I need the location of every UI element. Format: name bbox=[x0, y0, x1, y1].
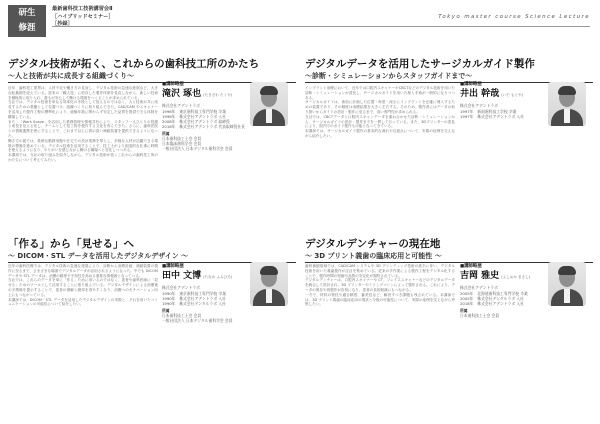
career-row: 1997年 新潟歯科技工学校 卒業 bbox=[460, 109, 517, 114]
career-row: 1990年 株式会社アデントラボ 入社 bbox=[162, 296, 226, 301]
photo-hair bbox=[260, 86, 278, 95]
speaker-org: 株式会社アデントラボ bbox=[162, 285, 200, 290]
speaker-kana: (たなか ふみひろ) bbox=[203, 275, 233, 279]
header-line: 最新歯科技工技術講習会Ⅱ bbox=[52, 6, 113, 12]
body-paragraph: 当社では、これらのデータを単に「作る」ために用いるのではなく、患者や歯科医師に「見せる」ためのツールとして活用することに取り組んでいる。デジタルデザインによる治療後の予測像を提示することで、患者の理解と納得を得やすくなり、治療へのモチベーション向上にもつながっている。 bbox=[8, 278, 158, 297]
header-line: ［ハイブリッドセミナー］ bbox=[52, 13, 114, 20]
profile-label: ■講師略歴 bbox=[162, 82, 184, 87]
body-paragraph: 当社では、CBCTデータと口腔内スキャンデータを重ね合わせた診断・シミュレーションから、サージカルガイドの設計・製作までを一貫して行っている。また、3Dプリンターの普及により、院内でのガイド製作も可能となってきている。 bbox=[305, 114, 455, 129]
photo-hair bbox=[260, 266, 278, 275]
speaker-name-text: 井出 幹哉 bbox=[460, 89, 500, 99]
career-row: 1990年 株式会社デンタルラボ 入社 bbox=[162, 301, 226, 306]
career-row: 2005年 株式会社デンタルラボ 入社 bbox=[460, 296, 524, 301]
body-paragraph: デジタルデンチャーは、口腔内スキャナーや CT、フェイススキャナーなどのデジタルデータを統合して設計され、3D プリンターやミリングマシンによって製作される。これにより、データの保存や再製作が容易になり、患者の負担軽減にもつながる。 bbox=[305, 278, 455, 292]
career-row: 2005年 北海道歯科技工専門学校 卒業 bbox=[460, 291, 528, 296]
section-body bbox=[305, 264, 455, 420]
photo-hair bbox=[558, 86, 576, 95]
affiliation-row: 日本歯科技工士会 会員 bbox=[162, 313, 202, 318]
speaker-name-text: 吉岡 雅史 bbox=[460, 271, 500, 281]
section-subtitle: 〜 DICOM・STL データを活用したデジタルデザイン 〜 bbox=[8, 252, 189, 260]
header-rule bbox=[52, 26, 590, 27]
body-paragraph: また、「Work Scape」を活用した業務管理や情報共有により、スタッフ一人ひとりの役割と成長を見える化し、チームとして技工物を製作する文化を育んできた。さらに、歯科医院との情報連携を密にすることで、これまで以上に質の高い補綴装置を提供できるようになった。 bbox=[8, 119, 158, 138]
speaker-photo bbox=[548, 82, 586, 126]
body-paragraph: サージカルガイドは、術前に計画した位置・角度・深さにインプラントを正確に埋入するための装置であり、その精度は治療結果を大きく左右する。そのため、製作者にはデータの取り扱いからガイドの設計・製作に至るまで、高い専門性が求められる。 bbox=[305, 100, 455, 114]
career-row: 1997年 株式会社アデントラボ 入社 bbox=[460, 114, 524, 119]
section-title: デジタルデンチャーの現在地 bbox=[305, 238, 441, 250]
body-paragraph: 本講演では、当社の取り組みを紹介しながら、デジタル技術が拓くこれからの歯科技工所のかたちについて考えてみたい。 bbox=[8, 153, 158, 162]
section-subtitle: 〜人と技術が共に成長する組織づくり〜 bbox=[8, 72, 134, 80]
body-paragraph: 本講演では、サージカルガイド製作の基本的な流れや注意点について、実際の症例を交えながら紹介したい。 bbox=[305, 129, 455, 138]
photo-shirt bbox=[564, 109, 570, 123]
speaker-kana: (いで もとや) bbox=[501, 93, 524, 97]
body-paragraph: 働き方の面では、柔軟な勤務形態や在宅での設計業務を導入し、多様な人材が活躍できる環境の整備を進めている。デジタル技術を活用することで、技工士がより創造的な仕事に時間を使えるようになり、やりがいを感じながら働ける職場へと変化しつつある。 bbox=[8, 138, 158, 153]
affiliation-label: 所属 bbox=[162, 308, 170, 313]
affiliation-row: 日本臨床歯科学会 会員 bbox=[162, 141, 202, 146]
section-title: 「作る」から「見せる」へ bbox=[8, 238, 134, 250]
section-title: デジタルデータを活用したサージカルガイド製作 bbox=[305, 58, 535, 70]
affiliation-row: 日本歯科技工士会 会員 bbox=[162, 136, 202, 141]
section-heading bbox=[305, 58, 593, 83]
speaker-name-text: 田中 文博 bbox=[162, 271, 202, 281]
affiliation-label: 所属 bbox=[162, 131, 170, 136]
series-badge bbox=[8, 5, 46, 37]
speaker-photo bbox=[250, 82, 288, 126]
section-subtitle: 〜診断・シミュレーションからスタッフガイドまで〜 bbox=[305, 72, 473, 80]
speaker-org: 株式会社アデントラボ bbox=[460, 285, 498, 290]
career-row: 1996年 東京歯科技工専門学校 卒業 bbox=[162, 109, 227, 114]
speaker-photo bbox=[250, 262, 288, 306]
career-row: 2008年 株式会社アデントラボ 取締役 bbox=[162, 119, 230, 124]
career-row: 2018年 株式会社アデントラボ 入社 bbox=[460, 301, 524, 306]
profile-label: ■講師略歴 bbox=[460, 264, 482, 269]
profile-label: ■講師略歴 bbox=[460, 82, 482, 87]
speaker-kana: (たきざわ たくや) bbox=[203, 93, 233, 97]
photo-hair bbox=[558, 266, 576, 275]
section-body bbox=[305, 86, 455, 210]
badge-line: 研生 bbox=[18, 8, 36, 18]
page-header bbox=[0, 0, 600, 40]
speaker-org: 株式会社アデントラボ bbox=[460, 103, 498, 108]
speaker-photo bbox=[548, 262, 586, 306]
header-line: ［抄録］ bbox=[52, 21, 73, 27]
section-title: デジタル技術が拓く、これからの歯科技工所のかたち bbox=[8, 58, 260, 70]
section-heading bbox=[8, 58, 296, 83]
affiliation-row: 日本歯科技工士会 会員 bbox=[460, 313, 500, 318]
body-paragraph: インプラント治療において、近年では口腔内スキャナーやCBCTなどのデジタル技術を用いた診断・シミュレーションが普及し、サージカルガイドを用いた埋入手術が一般的になりつつある。 bbox=[305, 86, 455, 100]
affiliation-label: 所属 bbox=[460, 308, 468, 313]
body-paragraph: 本講演では、DICOM・STL データを活用したデジタルデザインの実際と、それを用いたコミュニケーションの可能性について紹介したい。 bbox=[8, 297, 158, 307]
section-subtitle: 〜 3D プリント義歯の臨床応用と可能性 〜 bbox=[305, 252, 442, 260]
speaker-org: 株式会社アデントラボ bbox=[162, 103, 200, 108]
affiliation-row: 一般社団法人 日本デジタル歯科学会 会員 bbox=[162, 146, 233, 151]
body-paragraph: 近年の歯科医療では、デジタル技術の急速な発展により、診断から治療計画、補綴装置の製作に至るまで、さまざまな場面でデジタルデータが活用されるようになった。中でも DICOM データや STL データは、治療の精度や予知性を高める重要な情報源となっている。 bbox=[8, 264, 158, 278]
photo-shirt bbox=[564, 289, 570, 303]
career-row: 2016年 株式会社アデントラボ 代表取締役社長 bbox=[162, 124, 245, 129]
speaker-kana: (よしおか まさし) bbox=[501, 275, 531, 279]
career-row: 1996年 株式会社アデントラボ 入社 bbox=[162, 114, 226, 119]
affiliation-row: 一般社団法人 日本デジタル歯科学会 会員 bbox=[162, 318, 233, 323]
speaker-name-text: 滝沢 琢也 bbox=[162, 89, 202, 99]
profile-label: ■講師略歴 bbox=[162, 264, 184, 269]
section-heading bbox=[8, 238, 296, 263]
body-paragraph: 歯科補綴領域では、CAD/CAM システムや 3D プリンティング技術の進歩に伴い、デジタル技術を用いた義歯製作が注目を集めている。従来の手作業による製作工程をデジタル化することで、製作時間の短縮や品質の安定化が期待されている。 bbox=[305, 264, 455, 278]
body-paragraph: 当社では、デジタル技術を単なる効率化の手段として捉えるのではなく、人と技術が共に成長するための基盤として位置づけ、組織づくりに取り組んできた。CAD/CAM やスキャナーを活用した製作工程の標準化により、経験年数に関わらず安定した品質を提供できる体制を構築している。 bbox=[8, 100, 158, 119]
career-row: 1990年 東京歯科技工専門学校 卒業 bbox=[162, 291, 227, 296]
section-body bbox=[8, 86, 158, 210]
header-series-title: Tokyo master course Science Lecture bbox=[438, 14, 590, 20]
body-paragraph: 近年、歯科技工業界は、人材不足や働き方の見直し、デジタル技術の急速な進展など、大きな転換期を迎えている。従来の「職人技」に依存した製作体制を見直しながら、新しい技術を積極的に取り入れ、誰もが安心して働ける環境をつくることが求められている。 bbox=[8, 86, 158, 100]
section-body bbox=[8, 264, 158, 420]
body-paragraph: 一方で、材料の物性や適合精度、審美性など、解決すべき課題も残されている。本講演では、3D プリント義歯の臨床応用の現状と今後の可能性について、実際の症例を交えながら考察したい。 bbox=[305, 292, 455, 307]
photo-shirt bbox=[266, 289, 272, 303]
photo-shirt bbox=[266, 109, 272, 123]
section-heading bbox=[305, 238, 593, 263]
badge-line: 修涯 bbox=[18, 23, 36, 33]
